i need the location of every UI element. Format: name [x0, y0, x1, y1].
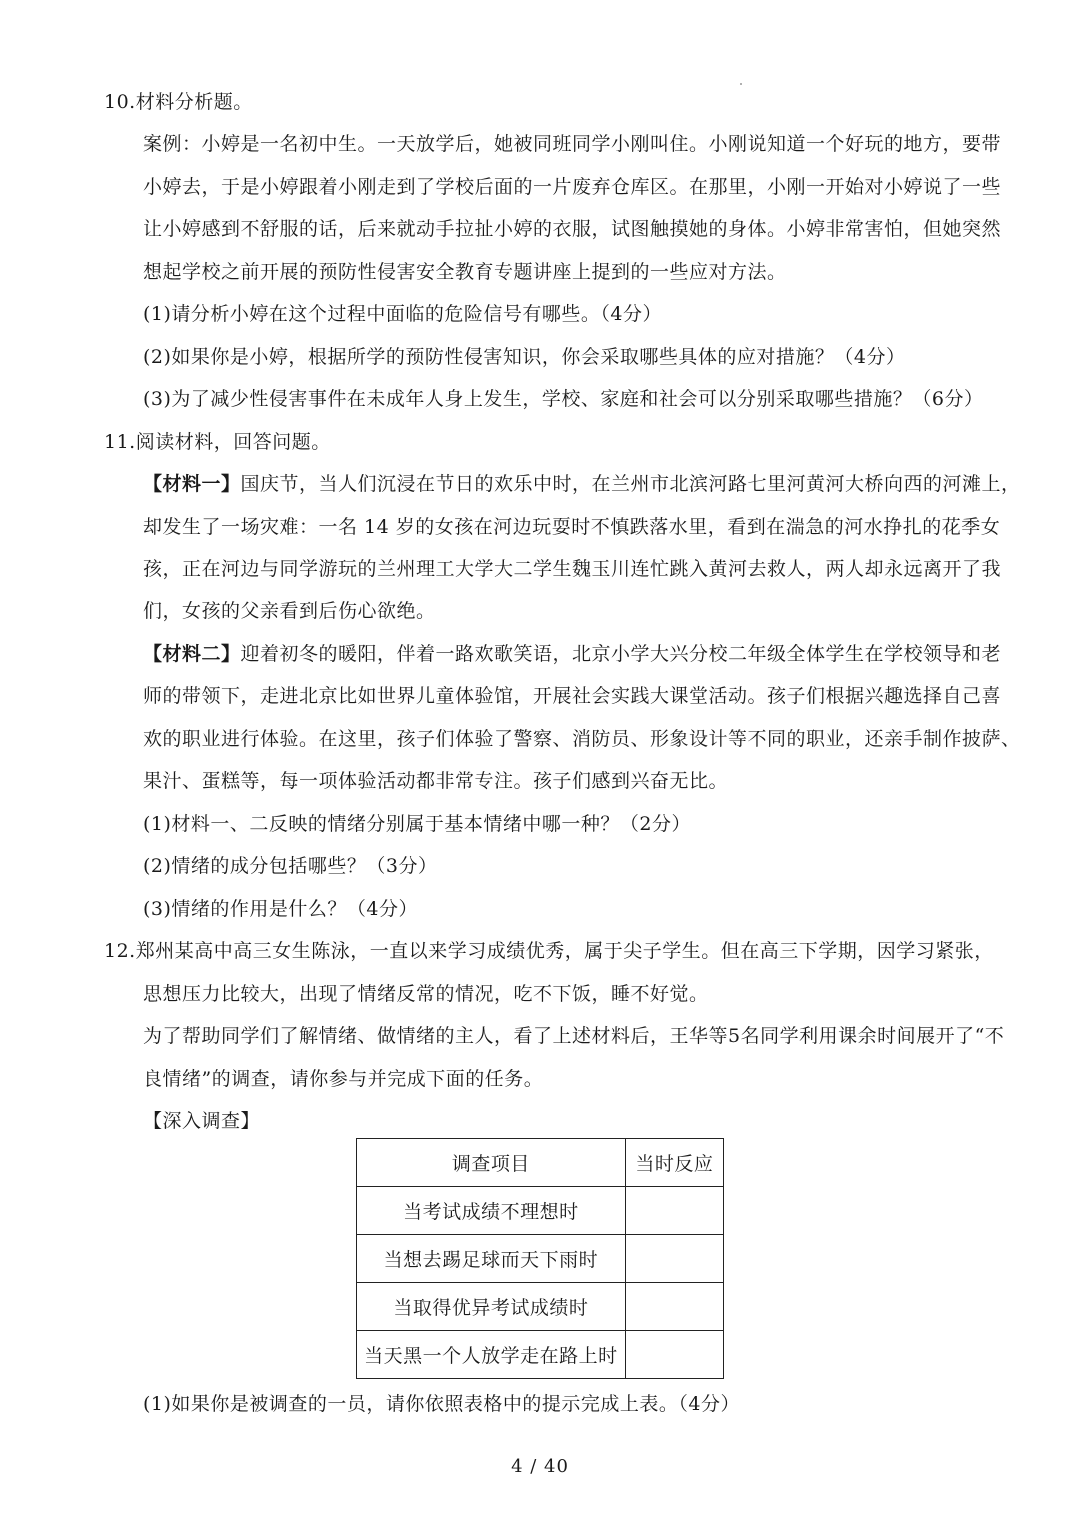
material1-text: 国庆节，当人们沉浸在节日的欢乐中时，在兰州市北滨河路七里河黄河大桥向西的河滩上， [240, 473, 1021, 495]
q11-material2-line: 欢的职业进行体验。在这里，孩子们体验了警察、消防员、形象设计等不同的职业，还亲手制作披萨、 [143, 728, 1021, 750]
scan-speck [740, 83, 742, 85]
q11-material1-line: 们，女孩的父亲看到后伤心欲绝。 [143, 600, 436, 622]
q10-question-2: (2)如果你是小婷，根据所学的预防性侵害知识，你会采取哪些具体的应对措施？（4分） [143, 346, 906, 368]
table-row [357, 1187, 724, 1235]
table-cell-item: 当天黑一个人放学走在路上时 [357, 1331, 626, 1379]
material1-tag: 【材料一】 [143, 473, 241, 495]
material2-text: 迎着初冬的暖阳，伴着一路欢歌笑语，北京小学大兴分校二年级全体学生在学校领导和老 [240, 643, 1002, 665]
q10-title: 10.材料分析题。 [104, 91, 253, 113]
q11-material1-line: 孩，正在河边与同学游玩的兰州理工大学大二学生魏玉川连忙跳入黄河去救人，两人却永远离开了我 [143, 558, 1002, 580]
q12-question-1: (1)如果你是被调查的一员，请你依照表格中的提示完成上表。（4分） [143, 1393, 741, 1415]
q10-case-line: 小婷去，于是小婷跟着小刚走到了学校后面的一片废弃仓库区。在那里，小刚一开始对小婷说了一些 [143, 176, 1002, 198]
q12-line: 思想压力比较大，出现了情绪反常的情况，吃不下饭，睡不好觉。 [143, 983, 709, 1005]
table-cell-item: 当想去踢足球而天下雨时 [357, 1235, 626, 1283]
q11-question-3: (3)情绪的作用是什么？（4分） [143, 898, 419, 920]
q11-question-2: (2)情绪的成分包括哪些？（3分） [143, 855, 438, 877]
q11-title: 11.阅读材料，回答问题。 [104, 431, 331, 453]
q10-question-3: (3)为了减少性侵害事件在未成年人身上发生，学校、家庭和社会可以分别采取哪些措施？（6分） [143, 388, 984, 410]
q12-line: 良情绪”的调查，请你参与并完成下面的任务。 [143, 1068, 544, 1090]
table-row [357, 1235, 724, 1283]
q10-case-line: 案例：小婷是一名初中生。一天放学后，她被同班同学小刚叫住。小刚说知道一个好玩的地方，要带 [143, 133, 1002, 155]
q11-material2-line [143, 641, 1001, 667]
q11-material1-line [143, 471, 1021, 497]
page-number: 4 / 40 [511, 1456, 569, 1477]
table-cell-reaction[interactable] [625, 1235, 723, 1283]
q10-question-1: (1)请分析小婷在这个过程中面临的危险信号有哪些。（4分） [143, 303, 663, 325]
table-row [357, 1331, 724, 1379]
table-cell-item: 当取得优异考试成绩时 [357, 1283, 626, 1331]
table-cell-reaction[interactable] [625, 1331, 723, 1379]
table-header-item: 调查项目 [357, 1139, 626, 1187]
table-cell-item: 当考试成绩不理想时 [357, 1187, 626, 1235]
q12-line: 为了帮助同学们了解情绪、做情绪的主人，看了上述材料后，王华等5名同学利用课余时间展开了“不 [143, 1025, 1005, 1047]
survey-table [356, 1138, 724, 1379]
table-row [357, 1283, 724, 1331]
table-header-reaction: 当时反应 [625, 1139, 723, 1187]
material2-tag: 【材料二】 [143, 643, 241, 665]
q12-line: 12.郑州某高中高三女生陈泳，一直以来学习成绩优秀，属于尖子学生。但在高三下学期，因学习紧张， [104, 940, 994, 962]
q11-material2-line: 果汁、蛋糕等，每一项体验活动都非常专注。孩子们感到兴奋无比。 [143, 770, 729, 792]
q10-case-line: 想起学校之前开展的预防性侵害安全教育专题讲座上提到的一些应对方法。 [143, 261, 787, 283]
table-cell-reaction[interactable] [625, 1187, 723, 1235]
section-tag: 【深入调查】 [143, 1110, 261, 1132]
q10-case-line: 让小婷感到不舒服的话，后来就动手拉扯小婷的衣服，试图触摸她的身体。小婷非常害怕，但她突然 [143, 218, 1002, 240]
q11-material2-line: 师的带领下，走进北京比如世界儿童体验馆，开展社会实践大课堂活动。孩子们根据兴趣选择自己喜 [143, 685, 1002, 707]
table-header-row [357, 1139, 724, 1187]
q11-material1-line: 却发生了一场灾难：一名 14 岁的女孩在河边玩耍时不慎跌落水里，看到在湍急的河水挣扎的花季女 [143, 516, 1001, 538]
q11-question-1: (1)材料一、二反映的情绪分别属于基本情绪中哪一种？（2分） [143, 813, 692, 835]
table-cell-reaction[interactable] [625, 1283, 723, 1331]
